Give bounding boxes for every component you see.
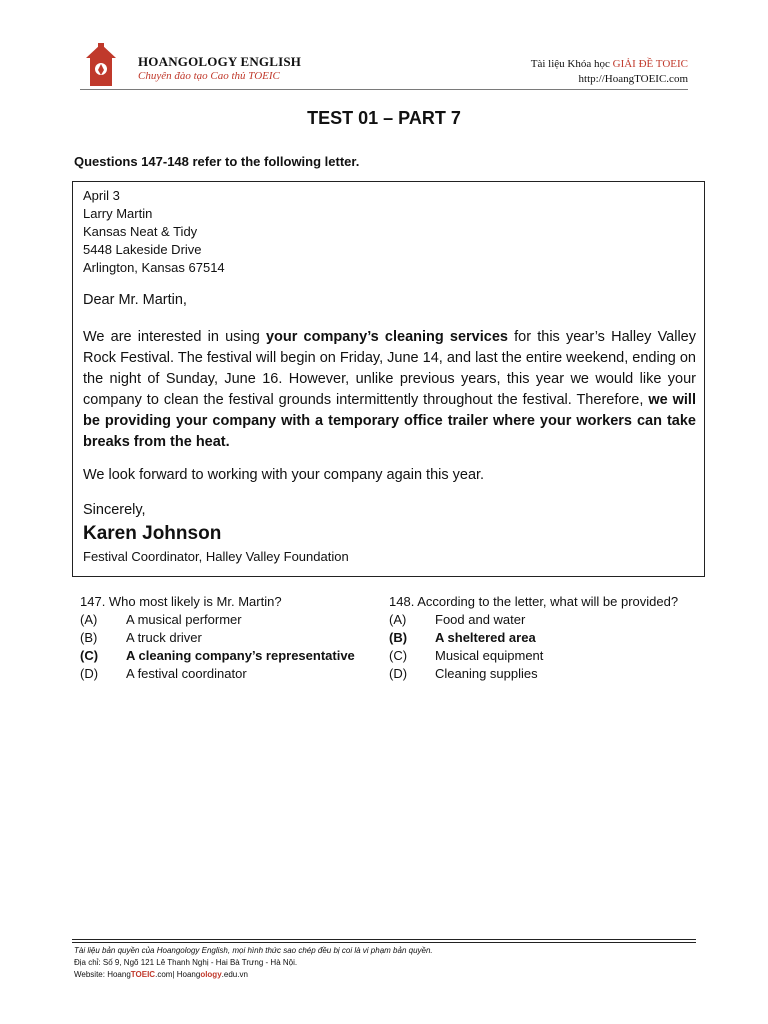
option-letter: (D) (80, 666, 99, 681)
letter-city: Arlington, Kansas 67514 (83, 260, 225, 275)
letter-date: April 3 (83, 188, 120, 203)
letter-address-block (83, 187, 225, 277)
letter-paragraph-1 (83, 327, 696, 453)
question-stem: 147. Who most likely is Mr. Martin? (80, 594, 282, 609)
option-text: A sheltered area (435, 630, 536, 645)
option-text: Cleaning supplies (435, 666, 538, 681)
footer-address: Địa chỉ: Số 9, Ngõ 121 Lê Thanh Nghị - Hai Bà Trưng - Hà Nội. (74, 958, 298, 967)
brand-tagline: Chuyên đào tạo Cao thủ TOEIC (138, 70, 280, 82)
website-hl2: ology (200, 970, 222, 979)
option-letter: (A) (80, 612, 98, 627)
option-text: A festival coordinator (126, 666, 247, 681)
page-title: TEST 01 – PART 7 (307, 108, 461, 128)
brand-name: HOANGOLOGY ENGLISH (138, 54, 302, 69)
letter-closing: Sincerely, (83, 502, 146, 518)
hoangology-logo-icon (84, 42, 118, 88)
footer-website[interactable] (74, 969, 433, 981)
option-letter: (B) (389, 630, 408, 645)
letter-greeting: Dear Mr. Martin, (83, 292, 187, 308)
answer-option[interactable] (80, 665, 370, 683)
p1-part-d: we will be providing your company with a temporary office trailer where your workers can take breaks from the heat. (83, 392, 696, 450)
p1-part-b: your company’s cleaning services (265, 329, 508, 345)
letter-signer: Karen Johnson (83, 523, 222, 544)
option-letter: (C) (80, 648, 99, 663)
footer-copyright: Tài liệu bản quyền của Hoangology English, mọi hình thức sao chép đều bị coi là vi phạm bản quyền. (74, 946, 433, 955)
footer-divider (72, 942, 696, 943)
footer (74, 945, 433, 981)
footer-divider (72, 939, 696, 940)
answer-option[interactable] (389, 665, 689, 683)
course-label-prefix: Tài liệu Khóa học (530, 58, 613, 70)
question-148 (389, 593, 689, 683)
option-letter: (C) (389, 648, 408, 663)
p1-part-c: for this year’s Halley Valley Rock Festival. The festival will begin on Friday, June 14, and last the entire weekend, ending on the night of Sunday, June 16. However, unlike previous years, this year we would like your company to clean the festival grounds intermittently throughout the festival. Therefore, (83, 329, 696, 408)
header-right (531, 57, 688, 87)
course-label (531, 57, 688, 72)
answer-option-correct[interactable] (389, 629, 689, 647)
answer-option[interactable] (389, 611, 689, 629)
header-url[interactable]: http://HoangTOEIC.com (578, 73, 688, 85)
option-text: Food and water (435, 612, 526, 627)
option-text: Musical equipment (435, 648, 544, 663)
website-mid: .com| Hoang (155, 970, 201, 979)
answer-option-correct[interactable] (80, 647, 370, 665)
website-hl1: TOEIC (130, 970, 156, 979)
header-divider (80, 89, 688, 90)
option-text: A cleaning company’s representative (126, 648, 355, 663)
letter-street: 5448 Lakeside Drive (83, 242, 202, 257)
website-prefix: Website: Hoang (74, 970, 131, 979)
option-text: A musical performer (126, 612, 242, 627)
course-label-highlight: GIẢI ĐỀ TOEIC (612, 58, 688, 70)
option-letter: (D) (389, 666, 408, 681)
questions-intro: Questions 147-148 refer to the following letter. (74, 154, 360, 169)
letter-recipient: Larry Martin (83, 206, 153, 221)
answer-option[interactable] (389, 647, 689, 665)
letter-company: Kansas Neat & Tidy (83, 224, 198, 239)
answer-option[interactable] (80, 629, 370, 647)
option-letter: (A) (389, 612, 407, 627)
p1-part-a: We are interested in using (83, 329, 266, 345)
letter-signer-title: Festival Coordinator, Halley Valley Foundation (83, 549, 349, 564)
option-letter: (B) (80, 630, 98, 645)
option-text: A truck driver (126, 630, 202, 645)
question-147 (80, 593, 370, 683)
answer-option[interactable] (80, 611, 370, 629)
letter-paragraph-2: We look forward to working with your company again this year. (83, 467, 485, 483)
website-suffix: .edu.vn (221, 970, 248, 979)
question-stem: 148. According to the letter, what will be provided? (389, 594, 679, 609)
